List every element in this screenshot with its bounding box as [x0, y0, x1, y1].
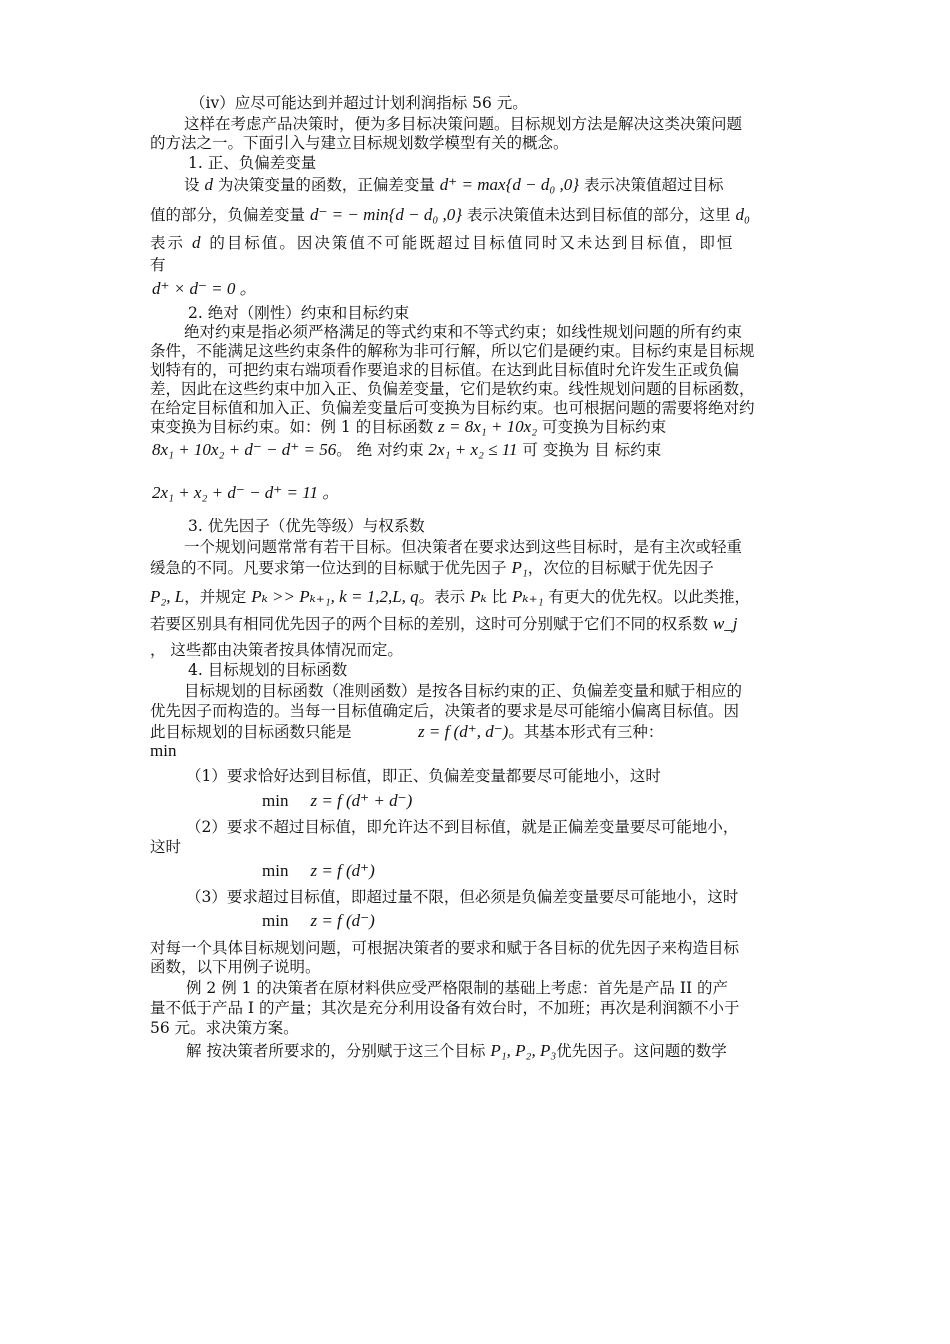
math-f2: z = f (d⁺)	[310, 861, 375, 880]
para-dev-3: 表示 d 的目标值。因决策值不可能既超过目标值同时又未达到目标值，即恒	[150, 233, 735, 252]
para-sol: 解 按决策者所要求的，分别赋于这三个目标 P₁, P₂, P₃优先因子。这问题的数学	[186, 1041, 727, 1060]
para-prio-3: P₂, L，并规定 Pₖ >> Pₖ₊₁, k = 1,2,L, q。表示 Pₖ 比 Pₖ₊₁ 有更大的优先权。以此类推，	[150, 587, 750, 606]
para-abs-6: 束变换为目标约束。如：例 1 的目标函数 z = 8x₁ + 10x₂ 可变换为目标约束	[150, 417, 667, 436]
math-goal1: 8x₁ + 10x₂ + d⁻ − d⁺ = 56	[152, 440, 337, 459]
para-ex2-2: 量不低于产品 I 的产量；其次是充分利用设备有效台时，不加班；再次是利润额不小于	[150, 999, 740, 1017]
form-1-eq: min z = f (d⁺ + d⁻)	[262, 791, 413, 810]
form-1-desc: （1）要求恰好达到目标值，即正、负偏差变量都要尽可能地小，这时	[186, 767, 661, 785]
para-prio-2: 缓急的不同。凡要求第一位达到的目标赋于优先因子 P₁，次位的目标赋于优先因子	[150, 558, 714, 577]
para-abs-1: 绝对约束是指必须严格满足的等式约束和不等式约束；如线性规划问题的所有约束	[184, 323, 743, 341]
math-Pk-order: Pₖ >> Pₖ₊₁, k = 1,2,L, q	[251, 587, 419, 606]
para-prio-5: ， 这些都由决策者按具体情况而定。	[150, 641, 403, 659]
math-P123: P₁, P₂, P₃	[490, 1041, 557, 1060]
math-Pk: Pₖ	[470, 587, 487, 606]
math-product: d⁺ × d⁻ = 0 。	[152, 279, 257, 298]
para-obj-2: 优先因子而构造的。当每一目标值确定后，决策者的要求是尽可能缩小偏离目标值。因	[150, 702, 740, 720]
form-3-eq: min z = f (d⁻)	[262, 911, 375, 930]
math-f3: z = f (d⁻)	[310, 911, 375, 930]
heading-4: 4. 目标规划的目标函数	[188, 661, 348, 679]
para-dev-2: 值的部分，负偏差变量 d⁻ = − min{d − d₀ ,0} 表示决策值未达到目标值的部分，这里 d₀	[150, 205, 750, 224]
para-dev-1: 设 d 为决策变量的函数，正偏差变量 d⁺ = max{d − d₀ ,0} 表示决策值超过目标	[184, 175, 724, 194]
heading-1: 1. 正、负偏差变量	[188, 154, 317, 172]
para-prio-1: 一个规划问题常常有若干目标。但决策者在要求达到这些目标时，是有主次或轻重	[184, 538, 743, 556]
para-each-2: 函数，以下用例子说明。	[150, 958, 321, 976]
para-prio-4: 若要区别具有相同优先因子的两个目标的差别，这时可分别赋于它们不同的权系数 w_j	[150, 614, 738, 633]
para-obj-3b: z = f (d⁺, d⁻)。其基本形式有三种：	[418, 722, 664, 741]
para-abs-5: 在给定目标值和加入正、负偏差变量后可变换为目标约束。也可根据问题的需要将绝对约	[150, 399, 755, 417]
math-dplus-def: d⁺ = max{d − d₀ ,0}	[439, 175, 580, 194]
min-label: min	[150, 741, 177, 760]
math-Pk1: Pₖ₊₁	[512, 587, 544, 606]
math-wj: w_j	[712, 614, 738, 633]
para-obj-3: 此目标规划的目标函数只能是	[150, 723, 352, 741]
para-ex2-1: 例 2 例 1 的决策者在原材料供应受严格限制的基础上考虑：首先是产品 II 的产	[186, 979, 729, 997]
form-2-desc-2: 这时	[150, 838, 182, 856]
para-dev-4: 有	[150, 256, 166, 274]
form-2-desc: （2）要求不超过目标值，即允许达不到目标值，就是正偏差变量要尽可能地小，	[186, 818, 739, 836]
para-intro-2: 的方法之一。下面引入与建立目标规划数学模型有关的概念。	[150, 134, 569, 152]
math-goal2: 2x₁ + x₂ + d⁻ − d⁺ = 11 。	[152, 483, 340, 502]
heading-3: 3. 优先因子（优先等级）与权系数	[188, 517, 425, 535]
form-2-eq: min z = f (d⁺)	[262, 861, 375, 880]
para-obj-1: 目标规划的目标函数（准则函数）是按各目标约束的正、负偏差变量和赋于相应的	[184, 682, 743, 700]
para-each-1: 对每一个具体目标规划问题，可根据决策者的要求和赋于各目标的优先因子来构造目标	[150, 939, 740, 957]
math-z-f: z = f (d⁺, d⁻)	[418, 722, 509, 741]
heading-2: 2. 绝对（刚性）约束和目标约束	[188, 304, 410, 322]
form-3-desc: （3）要求超过目标值，即超过量不限，但必须是负偏差变量要尽可能地小，这时	[186, 888, 739, 906]
math-f1: z = f (d⁺ + d⁻)	[310, 791, 413, 810]
para-abs-2: 条件，不能满足这些约束条件的解称为非可行解，所以它们是硬约束。目标约束是目标规	[150, 342, 755, 360]
para-abs-7: 8x₁ + 10x₂ + d⁻ − d⁺ = 56。 绝 对约束 2x₁ + x₂ ≤ 11 可 变换为 目 标约束	[152, 440, 662, 459]
math-z-def: z = 8x₁ + 10x₂	[438, 417, 538, 436]
math-P1: P₁	[511, 558, 528, 577]
math-dminus-def: d⁻ = − min{d − d₀ ,0}	[309, 205, 463, 224]
line-iv: （iv）应尽可能达到并超过计划利润指标 56 元。	[190, 94, 528, 112]
math-P2: P₂, L	[150, 587, 185, 606]
math-d0: d₀	[735, 205, 750, 224]
math-d-2: d	[191, 233, 203, 252]
para-ex2-3: 56 元。求决策方案。	[150, 1019, 299, 1037]
math-d: d	[204, 175, 213, 194]
para-abs-3: 划特有的，可把约束右端项看作要追求的目标值。在达到此目标值时允许发生正或负偏	[150, 361, 740, 379]
math-abs1: 2x₁ + x₂ ≤ 11	[428, 440, 518, 459]
para-intro-1: 这样在考虑产品决策时，便为多目标决策问题。目标规划方法是解决这类决策问题	[184, 115, 743, 133]
para-abs-4: 差，因此在这些约束中加入正、负偏差变量，它们是软约束。线性规划问题的目标函数，	[150, 380, 755, 398]
